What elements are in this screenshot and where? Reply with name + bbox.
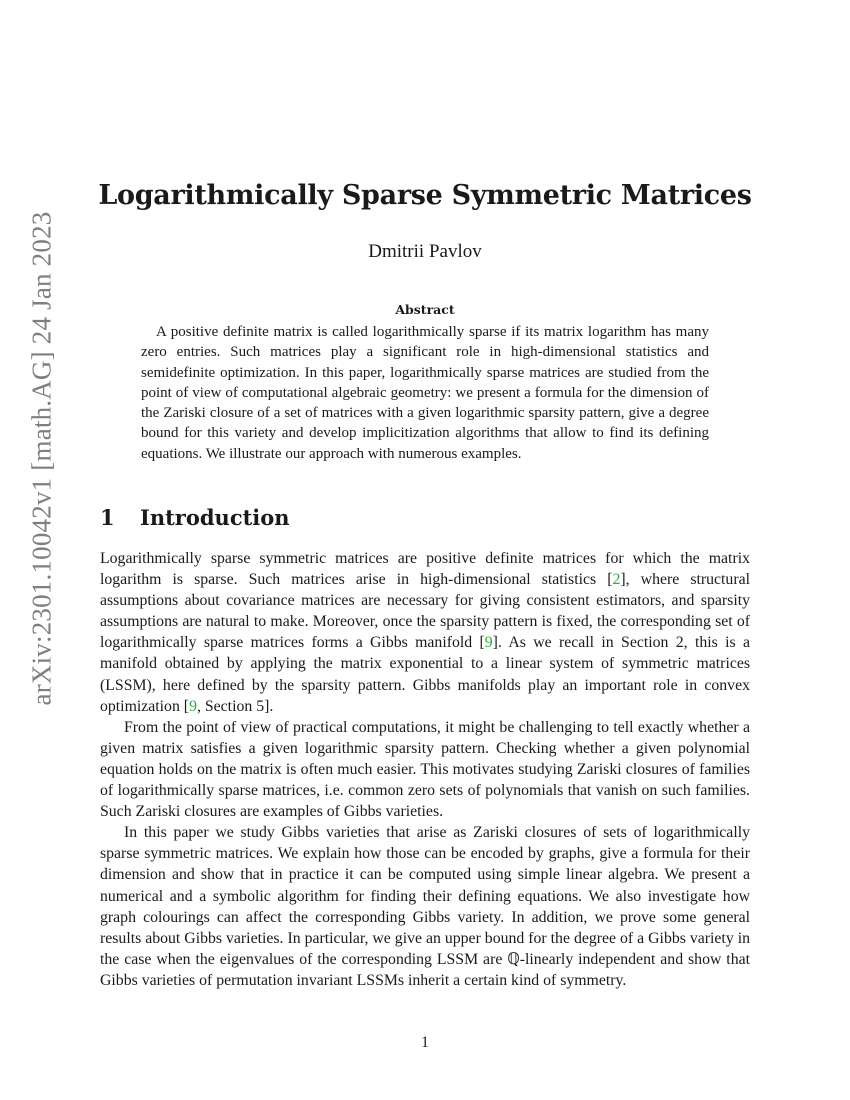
paper-title: Logarithmically Sparse Symmetric Matrices	[98, 180, 752, 211]
author-name: Dmitrii Pavlov	[368, 241, 482, 262]
paragraph-1-text-d: , Section 5].	[196, 697, 274, 715]
abstract-body: A positive definite matrix is called logarithmically sparse if its matrix logarithm has many zero entries. Such matrices play a significant role in high-dimensional statistics and semidefinite optimization. In this paper, logarithmically sparse matrices are studied from the point of view of computational algebraic geometry: we present a formula for the dimension of the Zariski closure of a set of matrices with a given logarithmic sparsity pattern, give a degree bound for this variety and develop implicitization algorithms that allow to find its defining equations. We illustrate our approach with numerous examples.	[141, 324, 709, 462]
paragraph-1-text-a: Logarithmically sparse symmetric matrices are positive definite matrices for which the matrix logarithm is sparse. Such matrices arise in high-dimensional statistics [	[100, 550, 750, 589]
page-number: 1	[421, 1034, 429, 1051]
paragraph-3: In this paper we study Gibbs varieties that arise as Zariski closures of sets of logarithmically sparse symmetric matrices. We explain how those can be encoded by graphs, give a formula for their dimension and show that in practice it can be computed using simple linear algebra. We present a numerical and a symbolic algorithm for finding their defining equations. We also investigate how graph colourings can affect the corresponding Gibbs variety. In addition, we prove some general results about Gibbs varieties. In particular, we give an upper bound for the degree of a Gibbs variety in the case when the eigenvalues of the corresponding LSSM are ℚ-linearly independent and show that Gibbs varieties of permutation invariant LSSMs inherit a certain kind of symmetry.	[100, 824, 750, 989]
arxiv-identifier-text: arXiv:2301.10042v1 [math.AG] 24 Jan 2023	[26, 211, 57, 705]
section-number: 1	[100, 505, 115, 530]
introduction-body	[100, 548, 750, 991]
paragraph-1-text-c: ]. As we recall in Section 2, this is a manifold obtained by applying the matrix exponential to a linear system of symmetric matrices (LSSM), here defined by the sparsity pattern. Gibbs manifolds play an important role in convex optimization [	[100, 634, 750, 715]
section-title: Introduction	[140, 505, 290, 530]
abstract-heading: Abstract	[395, 302, 455, 317]
citation-link[interactable]: 2	[612, 571, 621, 589]
section-heading	[100, 505, 290, 530]
paragraph-1-text-b: ], where structural assumptions about covariance matrices are necessary for giving consistent estimators, and sparsity assumptions are natural to make. Moreover, once the sparsity pattern is fixed, the corresponding set of logarithmically sparse matrices forms a Gibbs manifold [	[100, 571, 750, 652]
citation-link[interactable]: 9	[189, 697, 197, 715]
paragraph-1	[100, 548, 750, 717]
paragraph-2: From the point of view of practical computations, it might be challenging to tell exactly whether a given matrix satisfies a given logarithmic sparsity pattern. Checking whether a given polynomial equation holds on the matrix is often much easier. This motivates studying Zariski closures of families of logarithmically sparse matrices, i.e. common zero sets of polynomials that vanish on such families. Such Zariski closures are examples of Gibbs varieties.	[100, 718, 750, 821]
citation-link[interactable]: 9	[484, 634, 493, 652]
